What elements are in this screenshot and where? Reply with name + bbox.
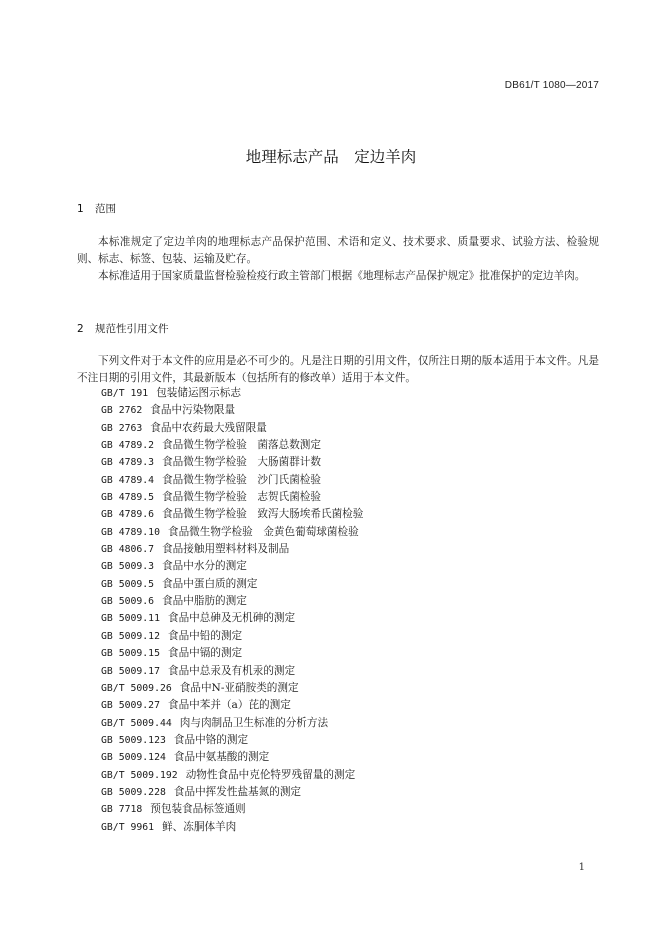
reference-code: GB/T 9961 bbox=[101, 821, 155, 833]
reference-title: 食品中氨基酸的测定 bbox=[173, 751, 270, 764]
reference-code: GB 5009.17 bbox=[101, 665, 160, 677]
reference-item bbox=[101, 437, 363, 454]
reference-title: 食品中脂肪的测定 bbox=[162, 595, 247, 608]
reference-title: 食品中总砷及无机砷的测定 bbox=[167, 612, 296, 625]
reference-code: GB 5009.124 bbox=[101, 752, 166, 764]
reference-item bbox=[101, 715, 363, 732]
reference-item bbox=[101, 680, 363, 697]
reference-item bbox=[101, 576, 363, 593]
reference-item bbox=[101, 420, 363, 437]
reference-code: GB/T 191 bbox=[101, 388, 149, 399]
reference-title: 食品微生物学检验 菌落总数测定 bbox=[162, 439, 321, 452]
standard-code: DB61/T 1080—2017 bbox=[504, 80, 599, 91]
reference-item bbox=[101, 767, 363, 784]
section-2-number: 2 bbox=[77, 323, 84, 335]
references-intro: 下列文件对于本文件的应用是必不可少的。凡是注日期的引用文件，仅所注日期的版本适用于本文件。凡是不注日期的引用文件，其最新版本（包括所有的修改单）适用于本文件。 bbox=[77, 355, 599, 385]
reference-code: GB 4789.4 bbox=[101, 474, 155, 486]
scope-paragraph-2: 本标准适用于国家质量监督检验检疫行政主管部门根据《地理标志产品保护规定》批准保护的定边羊肉。 bbox=[98, 270, 586, 282]
reference-title: 食品中苯并（a）芘的测定 bbox=[167, 699, 291, 712]
reference-code: GB 4789.3 bbox=[101, 457, 155, 469]
reference-title: 肉与肉制品卫生标准的分析方法 bbox=[179, 716, 329, 729]
reference-code: GB 4806.7 bbox=[101, 544, 155, 556]
document-title: 地理标志产品 定边羊肉 bbox=[245, 148, 417, 166]
reference-code: GB 5009.6 bbox=[101, 596, 155, 608]
reference-title: 食品中蛋白质的测定 bbox=[162, 577, 258, 590]
reference-item bbox=[101, 732, 363, 749]
reference-item bbox=[101, 472, 363, 489]
reference-title: 包装储运图示标志 bbox=[156, 387, 241, 399]
section-2-heading bbox=[77, 321, 169, 336]
reference-item bbox=[101, 628, 363, 645]
reference-title: 食品中N-亚硝胺类的测定 bbox=[179, 681, 299, 694]
reference-code: GB 4789.6 bbox=[101, 509, 155, 521]
reference-item bbox=[101, 506, 363, 523]
reference-title: 食品中铬的测定 bbox=[173, 733, 249, 746]
reference-title: 预包装食品标签通则 bbox=[150, 803, 246, 816]
reference-title: 食品中铅的测定 bbox=[167, 629, 243, 642]
reference-title: 食品微生物学检验 大肠菌群计数 bbox=[162, 456, 321, 469]
reference-code: GB 5009.11 bbox=[101, 613, 160, 625]
reference-code: GB/T 5009.44 bbox=[101, 717, 172, 729]
reference-code: GB 5009.123 bbox=[101, 734, 166, 746]
reference-title: 食品接触用塑料材料及制品 bbox=[162, 543, 290, 556]
reference-list bbox=[101, 385, 363, 836]
reference-code: GB 7718 bbox=[101, 804, 143, 816]
section-1-title: 范围 bbox=[95, 203, 116, 215]
page-number: 1 bbox=[578, 862, 585, 873]
reference-item bbox=[101, 663, 363, 680]
reference-item bbox=[101, 402, 363, 419]
reference-item bbox=[101, 524, 363, 541]
section-2-title: 规范性引用文件 bbox=[95, 323, 169, 335]
reference-code: GB 5009.15 bbox=[101, 648, 160, 660]
reference-code: GB 2762 bbox=[101, 405, 143, 417]
reference-item bbox=[101, 610, 363, 627]
reference-item bbox=[101, 819, 363, 836]
reference-code: GB 4789.2 bbox=[101, 440, 155, 452]
reference-item bbox=[101, 784, 363, 801]
section-1-heading bbox=[77, 201, 116, 216]
reference-code: GB 2763 bbox=[101, 422, 143, 434]
reference-code: GB/T 5009.192 bbox=[101, 769, 178, 781]
reference-item bbox=[101, 541, 363, 558]
reference-title: 食品微生物学检验 金黄色葡萄球菌检验 bbox=[167, 525, 359, 538]
reference-item bbox=[101, 454, 363, 471]
reference-item bbox=[101, 645, 363, 662]
reference-item bbox=[101, 801, 363, 818]
reference-title: 食品中挥发性盐基氮的测定 bbox=[173, 785, 302, 798]
reference-title: 食品微生物学检验 志贺氏菌检验 bbox=[162, 491, 321, 504]
reference-title: 食品中镉的测定 bbox=[167, 647, 243, 660]
reference-title: 食品中农药最大残留限量 bbox=[150, 421, 267, 434]
reference-code: GB 5009.12 bbox=[101, 630, 160, 642]
reference-code: GB 5009.5 bbox=[101, 578, 155, 590]
reference-title: 动物性食品中克伦特罗残留量的测定 bbox=[185, 768, 356, 781]
reference-item bbox=[101, 385, 363, 402]
reference-title: 食品中总汞及有机汞的测定 bbox=[167, 664, 296, 677]
reference-code: GB 4789.5 bbox=[101, 492, 155, 504]
reference-code: GB 5009.228 bbox=[101, 786, 166, 798]
reference-code: GB 5009.27 bbox=[101, 700, 160, 712]
reference-item bbox=[101, 489, 363, 506]
reference-item bbox=[101, 697, 363, 714]
reference-code: GB/T 5009.26 bbox=[101, 682, 172, 694]
reference-title: 食品中水分的测定 bbox=[162, 560, 247, 573]
reference-title: 食品中污染物限量 bbox=[150, 404, 236, 417]
reference-title: 鲜、冻胴体羊肉 bbox=[162, 820, 237, 833]
reference-title: 食品微生物学检验 沙门氏菌检验 bbox=[162, 473, 321, 486]
reference-item bbox=[101, 558, 363, 575]
reference-code: GB 5009.3 bbox=[101, 561, 155, 573]
section-1-number: 1 bbox=[77, 203, 84, 215]
scope-paragraph-1: 本标准规定了定边羊肉的地理标志产品保护范围、术语和定义、技术要求、质量要求、试验方法、检验规则、标志、标签、包装、运输及贮存。 bbox=[77, 236, 599, 266]
reference-title: 食品微生物学检验 致泻大肠埃希氏菌检验 bbox=[162, 508, 364, 521]
reference-item bbox=[101, 593, 363, 610]
reference-code: GB 4789.10 bbox=[101, 526, 160, 538]
reference-item bbox=[101, 749, 363, 766]
